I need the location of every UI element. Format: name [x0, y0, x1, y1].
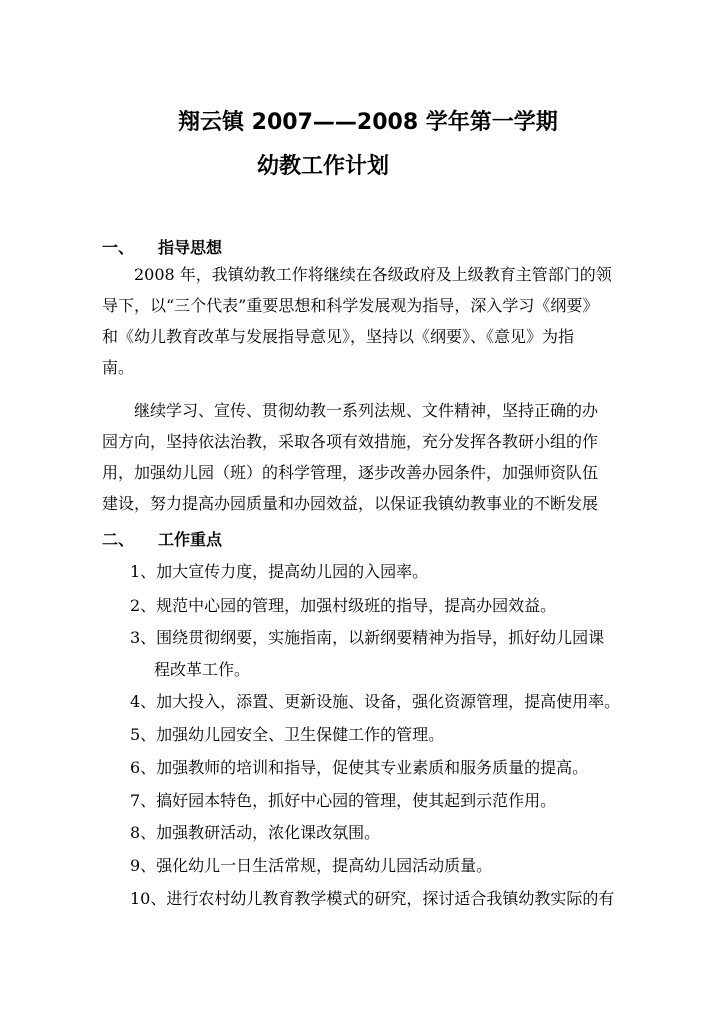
- work-item-4: 4、加大投入，添置、更新设施、设备，强化资源管理，提高使用率。: [130, 692, 621, 711]
- work-item-5: 5、加强幼儿园安全、卫生保健工作的管理。: [130, 725, 445, 744]
- document-title-line1: 翔云镇 2007——2008 学年第一学期: [178, 110, 558, 135]
- work-item-7: 7、搞好园本特色，抓好中心园的管理，使其起到示范作用。: [130, 791, 557, 810]
- paragraph2-line: 继续学习、宣传、贯彻幼教一系列法规、文件精神，坚持正确的办: [134, 401, 599, 420]
- paragraph2-line: 用，加强幼儿园（班）的科学管理，逐步改善办园条件，加强师资队伍: [102, 463, 599, 482]
- work-item-2: 2、规范中心园的管理，加强村级班的指导，提高办园效益。: [130, 596, 557, 615]
- section1-heading: 指导思想: [158, 238, 223, 257]
- paragraph1-line: 2008 年，我镇幼教工作将继续在各级政府及上级教育主管部门的领: [134, 265, 612, 284]
- paragraph2-line: 园方向，坚持依法治教，采取各项有效措施，充分发挥各教研小组的作: [102, 432, 599, 451]
- paragraph1-line: 导下，以“三个代表”重要思想和科学发展观为指导，深入学习《纲要》: [102, 296, 599, 315]
- work-item-8: 8、加强教研活动，浓化课改氛围。: [130, 823, 381, 842]
- section1-number: 一、: [102, 238, 135, 257]
- paragraph2-line: 建设，努力提高办园质量和办园效益，以保证我镇幼教事业的不断发展: [102, 494, 599, 513]
- document-title-line2: 幼教工作计划: [257, 154, 390, 179]
- work-item-3-continuation: 程改革工作。: [154, 660, 251, 679]
- section1-paragraph1: [102, 259, 630, 383]
- section2-heading: 工作重点: [158, 530, 223, 549]
- work-item-6: 6、加强教师的培训和指导，促使其专业素质和服务质量的提高。: [130, 758, 589, 777]
- paragraph1-line: 和《幼儿教育改革与发展指导意见》，坚持以《纲要》、《意见》为指: [102, 327, 575, 346]
- work-item-9: 9、强化幼儿一日生活常规，提高幼儿园活动质量。: [130, 856, 493, 875]
- work-item-1: 1、加大宣传力度，提高幼儿园的入园率。: [130, 562, 429, 581]
- work-item-10: 10、进行农村幼儿教育教学模式的研究，探讨适合我镇幼教实际的有: [130, 889, 615, 908]
- work-item-3: 3、围绕贯彻纲要，实施指南，以新纲要精神为指导，抓好幼儿园课: [130, 628, 605, 647]
- paragraph1-line: 南。: [102, 358, 135, 377]
- section1-paragraph2: [102, 395, 630, 519]
- section2-number: 二、: [102, 530, 135, 549]
